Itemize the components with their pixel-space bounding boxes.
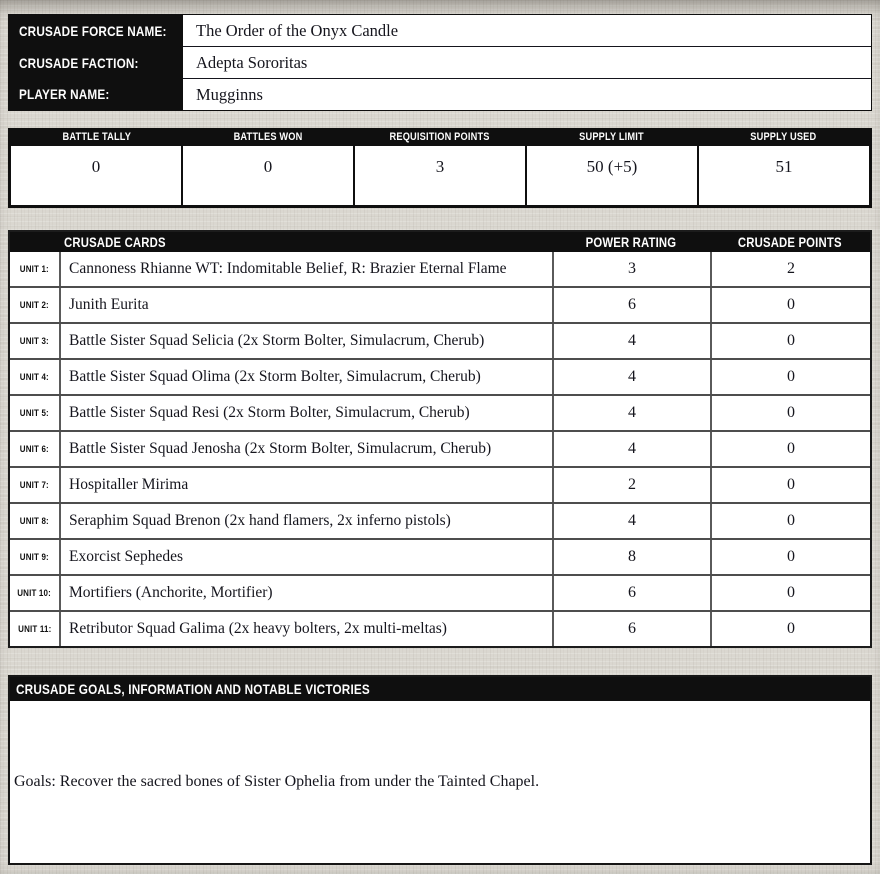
unit-crusade-points: 0 — [710, 576, 870, 610]
unit-name: Mortifiers (Anchorite, Mortifier) — [69, 584, 273, 601]
table-row — [10, 610, 870, 646]
crusade-goals-header-text: CRUSADE GOALS, INFORMATION AND NOTABLE VICTORIES — [16, 681, 370, 697]
unit-power-rating: 6 — [552, 576, 710, 610]
unit-name: Seraphim Squad Brenon (2x hand flamers, 2x inferno pistols) — [69, 512, 451, 529]
unit-name: Retributor Squad Galima (2x heavy bolters, 2x multi-meltas) — [69, 620, 447, 637]
crusade-goals-section — [8, 675, 872, 865]
unit-number-label — [10, 540, 61, 574]
unit-number-label — [10, 612, 61, 646]
unit-number-label — [10, 468, 61, 502]
crusade-cards-title — [61, 235, 552, 250]
battles-won-value: 0 — [183, 146, 353, 205]
unit-name: Battle Sister Squad Selicia (2x Storm Bolter, Simulacrum, Cherub) — [69, 332, 485, 349]
table-row — [10, 358, 870, 394]
unit-crusade-points: 0 — [710, 324, 870, 358]
unit-number-label — [10, 576, 61, 610]
unit-number-text: UNIT 10: — [17, 587, 52, 599]
unit-crusade-points: 0 — [710, 360, 870, 394]
unit-power-rating: 6 — [552, 288, 710, 322]
battle-tally-header — [11, 131, 183, 143]
unit-number-text: UNIT 8: — [19, 515, 50, 527]
unit-crusade-points: 0 — [710, 504, 870, 538]
unit-number-label — [10, 504, 61, 538]
unit-number-text: UNIT 7: — [19, 479, 50, 491]
unit-number-text: UNIT 9: — [19, 551, 50, 563]
unit-crusade-points: 0 — [710, 432, 870, 466]
crusade-force-name-value: The Order of the Onyx Candle — [183, 15, 871, 47]
unit-number-text: UNIT 3: — [19, 335, 50, 347]
unit-power-rating: 4 — [552, 324, 710, 358]
table-row — [10, 430, 870, 466]
supply-used-header-text: SUPPLY USED — [750, 131, 817, 143]
unit-name: Battle Sister Squad Resi (2x Storm Bolter, Simulacrum, Cherub) — [69, 404, 470, 421]
power-rating-header-text: POWER RATING — [585, 234, 677, 250]
battle-stats-value-row — [11, 146, 869, 205]
unit-power-rating: 8 — [552, 540, 710, 574]
supply-limit-header-text: SUPPLY LIMIT — [579, 131, 644, 143]
battle-stats-header-row — [11, 128, 869, 146]
crusade-points-header-text: CRUSADE POINTS — [738, 234, 842, 250]
supply-limit-value: 50 (+5) — [527, 146, 697, 205]
unit-power-rating: 4 — [552, 396, 710, 430]
crusade-cards-table — [8, 230, 872, 648]
battle-tally-header-text: BATTLE TALLY — [62, 131, 132, 143]
table-row — [10, 574, 870, 610]
unit-number-text: UNIT 5: — [19, 407, 50, 419]
unit-power-rating: 2 — [552, 468, 710, 502]
crusade-points-header — [710, 235, 870, 250]
unit-name: Exorcist Sephedes — [69, 548, 184, 565]
unit-number-text: UNIT 2: — [19, 299, 50, 311]
unit-crusade-points: 2 — [710, 252, 870, 286]
unit-number-label — [10, 288, 61, 322]
unit-number-text: UNIT 6: — [19, 443, 50, 455]
player-name-label — [9, 78, 183, 110]
unit-number-text: UNIT 4: — [19, 371, 50, 383]
crusade-force-name-label-text: CRUSADE FORCE NAME: — [19, 22, 167, 39]
player-name-value: Mugginns — [183, 79, 871, 110]
unit-name: Cannoness Rhianne WT: Indomitable Belief, R: Brazier Eternal Flame — [69, 260, 507, 277]
table-row — [10, 538, 870, 574]
unit-number-label — [10, 324, 61, 358]
supply-limit-header — [526, 131, 698, 143]
unit-number-label — [10, 432, 61, 466]
unit-name: Junith Eurita — [69, 296, 149, 313]
unit-crusade-points: 0 — [710, 612, 870, 646]
table-row — [10, 252, 870, 286]
unit-power-rating: 3 — [552, 252, 710, 286]
crusade-goals-header — [10, 677, 870, 701]
crusade-faction-label-text: CRUSADE FACTION: — [19, 54, 139, 71]
unit-power-rating: 4 — [552, 432, 710, 466]
unit-number-text: UNIT 11: — [17, 623, 52, 635]
crusade-goals-text: Goals: Recover the sacred bones of Sister Ophelia from under the Tainted Chapel. — [14, 773, 540, 790]
unit-crusade-points: 0 — [710, 288, 870, 322]
requisition-points-value: 3 — [355, 146, 525, 205]
crusade-force-name-label — [9, 15, 183, 47]
battles-won-header-text: BATTLES WON — [233, 131, 303, 143]
crusade-identity-table — [8, 14, 872, 111]
unit-power-rating: 4 — [552, 504, 710, 538]
unit-number-label — [10, 360, 61, 394]
table-row — [10, 394, 870, 430]
player-name-label-text: PLAYER NAME: — [19, 86, 110, 103]
identity-label-column — [9, 15, 183, 110]
crusade-cards-title-text: CRUSADE CARDS — [64, 234, 166, 250]
unit-power-rating: 4 — [552, 360, 710, 394]
requisition-points-header — [354, 131, 526, 143]
crusade-faction-value: Adepta Sororitas — [183, 47, 871, 79]
requisition-points-header-text: REQUISITION POINTS — [389, 131, 491, 143]
unit-crusade-points: 0 — [710, 468, 870, 502]
unit-crusade-points: 0 — [710, 396, 870, 430]
unit-number-text: UNIT 1: — [19, 263, 50, 275]
unit-name: Battle Sister Squad Olima (2x Storm Bolter, Simulacrum, Cherub) — [69, 368, 481, 385]
table-row — [10, 322, 870, 358]
table-row — [10, 466, 870, 502]
power-rating-header — [552, 235, 710, 250]
battles-won-header — [183, 131, 355, 143]
table-row — [10, 286, 870, 322]
unit-number-label — [10, 252, 61, 286]
unit-number-label — [10, 396, 61, 430]
supply-used-value: 51 — [699, 146, 869, 205]
battle-tally-value: 0 — [11, 146, 181, 205]
supply-used-header — [697, 131, 869, 143]
battle-stats-table — [8, 128, 872, 208]
crusade-faction-label — [9, 47, 183, 79]
crusade-cards-header-row — [10, 232, 870, 252]
unit-name: Hospitaller Mirima — [69, 476, 189, 493]
identity-value-column — [183, 15, 871, 110]
unit-crusade-points: 0 — [710, 540, 870, 574]
unit-name: Battle Sister Squad Jenosha (2x Storm Bolter, Simulacrum, Cherub) — [69, 440, 492, 457]
table-row — [10, 502, 870, 538]
unit-power-rating: 6 — [552, 612, 710, 646]
